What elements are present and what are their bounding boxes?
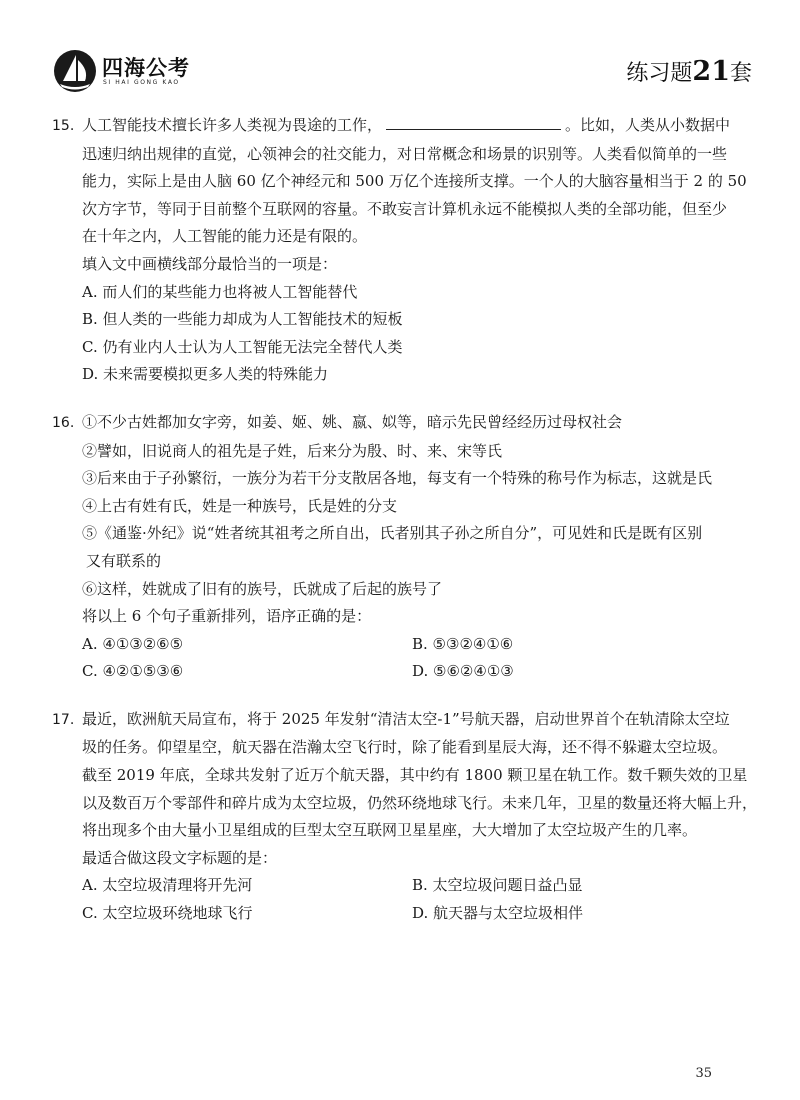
question-16 [52, 409, 752, 686]
brand-logo [52, 48, 212, 98]
stem-line: 15. 人工智能技术擅长许多人类视为畏途的工作， 。比如，人类从小数据中 [52, 112, 752, 141]
question-number: 17. [52, 711, 75, 728]
option-d: D. 航天器与太空垃圾相伴 [412, 904, 584, 923]
sailboat-logo-icon [52, 48, 98, 94]
stem-line: 圾的任务。仰望星空，航天器在浩瀚太空飞行时，除了能看到星辰大海，还不得不躲避太空垃圾。 [82, 738, 728, 757]
stem-line: 以及数百万个零部件和碎片成为太空垃圾，仍然环绕地球飞行。未来几年，卫星的数量还将大幅上升， [82, 793, 758, 812]
stem-line: ⑤《通鉴·外纪》说“姓者统其祖考之所自出，氏者别其子孙之所自分”，可见姓和氏是既有区别 [82, 524, 703, 543]
stem-line: 16. ①不少古姓都加女字旁，如姜、姬、姚、嬴、姒等，暗示先民曾经经历过母权社会 [52, 409, 752, 438]
question-spacer [52, 389, 752, 409]
stem-line: ②譬如，旧说商人的祖先是子姓，后来分为殷、时、来、宋等氏 [82, 441, 503, 460]
question-15 [52, 112, 752, 389]
stem-line: ③后来由于子孙繁衍，一族分为若干分支散居各地，每支有一个特殊的称号作为标志，这就是氏 [82, 469, 713, 488]
stem-line: 17. 最近，欧洲航天局宣布，将于 2025 年发射“清洁太空-1”号航天器，启动世界首个在轨清除太空垃 [52, 706, 752, 735]
stem-line: ④上古有姓有氏，姓是一种族号，氏是姓的分支 [82, 496, 398, 515]
page-header [0, 0, 800, 100]
fill-in-blank [386, 117, 561, 130]
option-row [52, 900, 752, 928]
option-d: D. ⑤⑥②④①③ [412, 662, 514, 681]
question-list [52, 112, 758, 928]
option-c: C. ④②①⑤③⑥ [82, 662, 184, 681]
stem-line: 将出现多个由大量小卫星组成的巨型太空互联网卫星星座，大大增加了太空垃圾产生的几率。 [82, 821, 698, 840]
option-b: B. ⑤③②④①⑥ [412, 634, 514, 653]
stem-line: 截至 2019 年底，全球共发射了近万个航天器，其中约有 1800 颗卫星在轨工作。数千颗失效的卫星 [82, 766, 748, 785]
option-c: C. 太空垃圾环绕地球飞行 [82, 904, 253, 923]
set-title-suffix: 套 [729, 61, 752, 86]
question-spacer [52, 686, 752, 706]
option-a: A. 太空垃圾清理将开先河 [82, 876, 253, 895]
set-title-prefix: 练习题 [626, 61, 693, 86]
option-a: A. 而人们的某些能力也将被人工智能替代 [82, 282, 358, 301]
stem-line: 迅速归纳出规律的直觉，心领神会的社交能力，对日常概念和场景的识别等。人类看似简单的一些 [82, 144, 728, 163]
set-title-number: 21 [692, 56, 730, 87]
stem-line: 次方字节，等同于目前整个互联网的容量。不敢妄言计算机永远不能模拟人类的全部功能，但至少 [82, 199, 728, 218]
brand-name: 四海公考 [102, 56, 190, 80]
stem-line: 能力，实际上是由人脑 60 亿个神经元和 500 万亿个连接所支撑。一个人的大脑容量相当于 2 的 50 [82, 172, 747, 191]
stem-line: ⑥这样，姓就成了旧有的族号，氏就成了后起的族号了 [82, 579, 443, 598]
stem-line: 又有联系的 [86, 551, 162, 570]
option-a: A. ④①③②⑥⑤ [82, 634, 184, 653]
option-b: B. 但人类的一些能力却成为人工智能技术的短板 [82, 310, 403, 329]
question-number: 15. [52, 118, 75, 134]
page-number: 35 [695, 1066, 712, 1081]
exercise-set-title [626, 56, 752, 87]
option-d: D. 未来需要模拟更多人类的特殊能力 [82, 365, 329, 384]
option-row [52, 658, 752, 686]
question-prompt: 填入文中画横线部分最恰当的一项是： [82, 254, 338, 273]
question-17 [52, 706, 758, 928]
question-prompt: 将以上 6 个句子重新排列，语序正确的是： [82, 607, 372, 626]
option-b: B. 太空垃圾问题日益凸显 [412, 876, 583, 895]
option-row [52, 872, 752, 900]
question-number: 16. [52, 414, 75, 431]
option-row [52, 631, 752, 659]
question-prompt: 最适合做这段文字标题的是： [82, 848, 278, 867]
brand-subtitle: SI HAI GONG KAO [103, 79, 180, 86]
stem-line: 在十年之内，人工智能的能力还是有限的。 [82, 227, 368, 246]
option-c: C. 仍有业内人士认为人工智能无法完全替代人类 [82, 337, 403, 356]
